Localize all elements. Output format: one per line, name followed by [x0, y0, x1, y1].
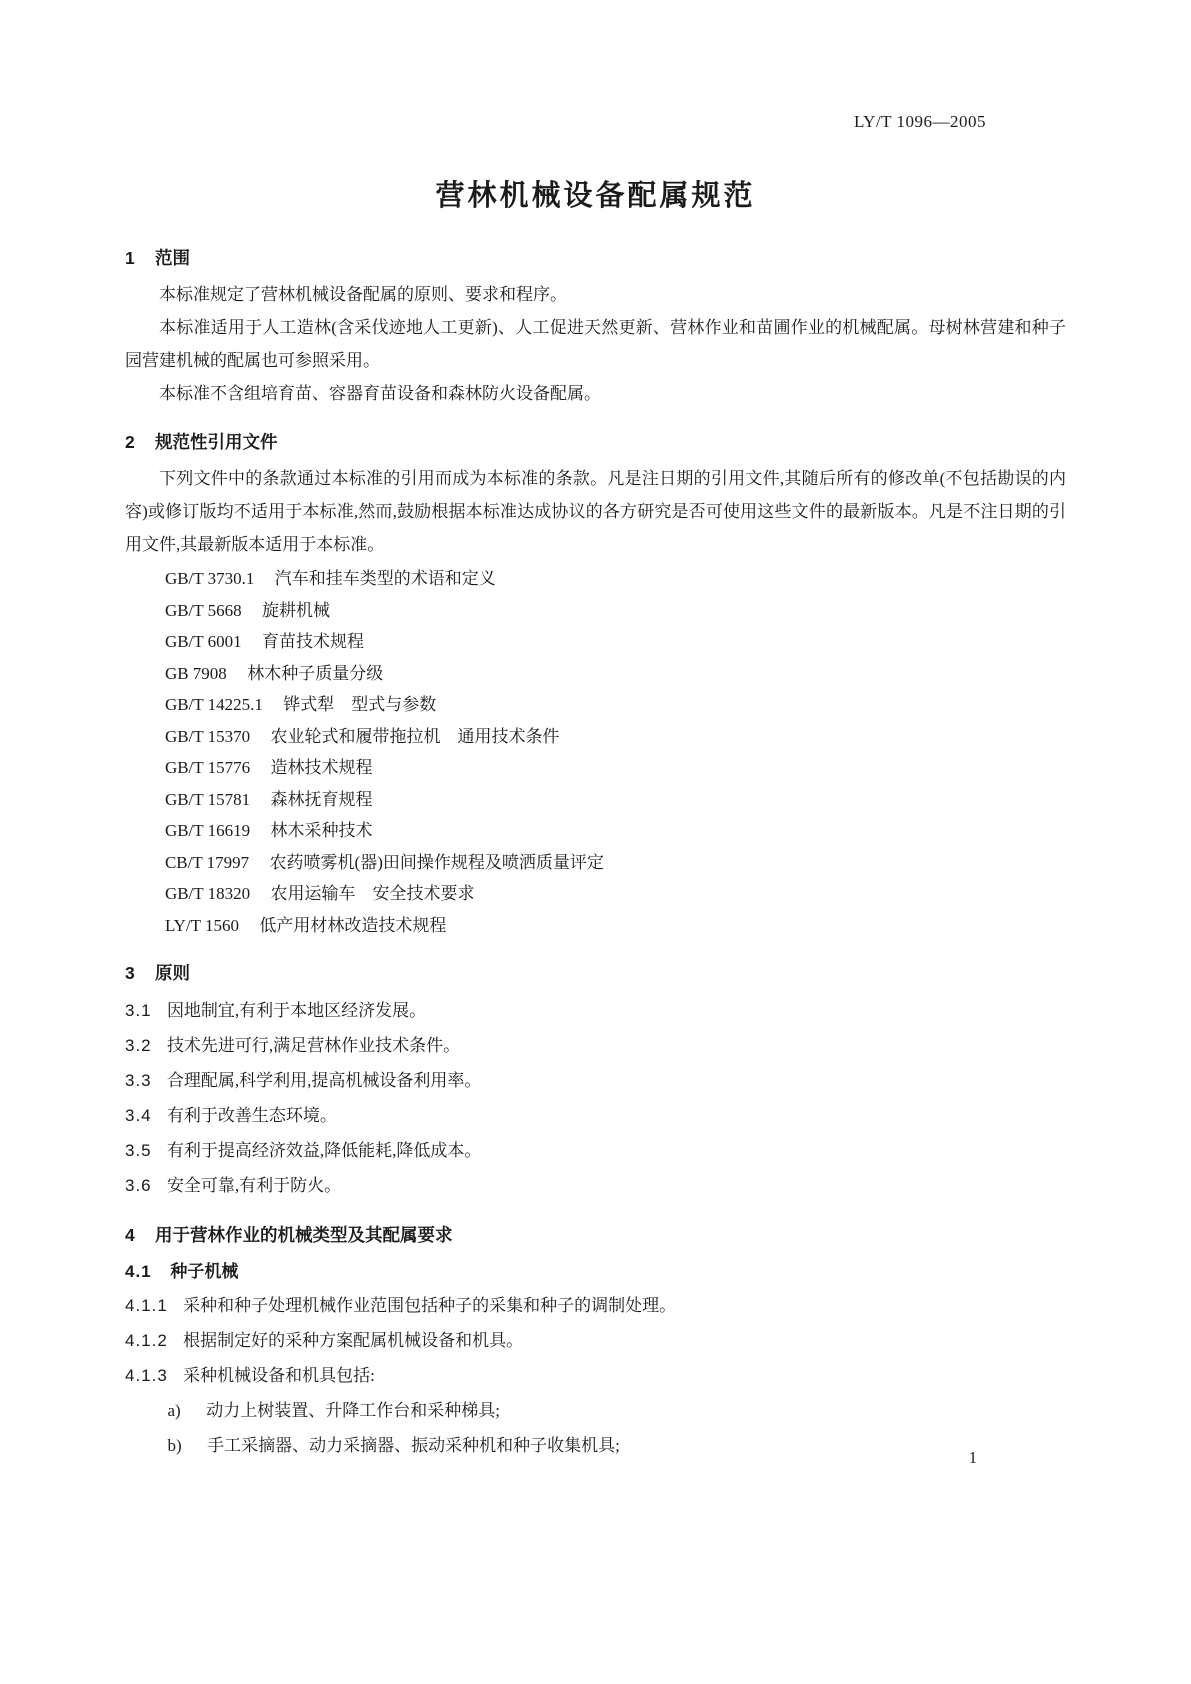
page-number: 1 — [968, 1448, 977, 1467]
standard-code: LY/T 1096—2005 — [853, 112, 986, 131]
clause-number: 3.2 — [125, 1036, 152, 1055]
reference-title: 林木种子质量分级 — [247, 663, 384, 683]
reference-item — [125, 847, 1066, 879]
clause-number: 3.6 — [125, 1176, 152, 1195]
reference-title: 铧式犁 型式与参数 — [283, 695, 437, 714]
section-1-paragraph-1: 本标准规定了营林机械设备配属的原则、要求和程序。 — [159, 285, 567, 304]
section-3-title: 原则 — [154, 963, 190, 983]
reference-item — [125, 815, 1066, 847]
reference-title: 育苗技术规程 — [262, 632, 364, 651]
clause — [125, 1063, 1066, 1098]
clause-number: 4.1.3 — [125, 1366, 168, 1385]
section-4-number: 4 — [125, 1225, 136, 1245]
reference-title: 农用运输车 安全技术要求 — [270, 884, 475, 903]
reference-code: GB/T 14225.1 — [164, 695, 263, 714]
clause-text: 有利于提高经济效益,降低能耗,降低成本。 — [166, 1141, 482, 1160]
clause-text: 采种和种子处理机械作业范围包括种子的采集和种子的调制处理。 — [183, 1296, 677, 1315]
reference-item — [125, 910, 1066, 942]
reference-code: LY/T 1560 — [164, 915, 239, 935]
clause-number: 4.1.2 — [125, 1331, 168, 1350]
reference-code: GB/T 15370 — [164, 726, 251, 746]
reference-title: 汽车和挂车类型的术语和定义 — [274, 569, 496, 588]
reference-item — [125, 595, 1066, 627]
section-3-number: 3 — [125, 963, 136, 983]
section-4-1-heading — [125, 1260, 1066, 1283]
section-4-1-title: 种子机械 — [170, 1262, 239, 1281]
section-1-paragraph-3: 本标准不含组培育苗、容器育苗设备和森林防火设备配属。 — [159, 384, 601, 403]
section-2-number: 2 — [125, 432, 136, 452]
section-4-1-number: 4.1 — [125, 1262, 152, 1281]
reference-title: 造林技术规程 — [270, 758, 373, 777]
clause — [125, 1098, 1066, 1133]
clause-text: 技术先进可行,满足营林作业技术条件。 — [166, 1036, 461, 1055]
section-1-paragraph-2: 本标准适用于人工造林(含采伐迹地人工更新)、人工促进天然更新、营林作业和苗圃作业的机械配属。母树林营建和种子园营建机械的配属也可参照采用。 — [125, 318, 1066, 370]
reference-code: GB/T 18320 — [164, 884, 251, 903]
section-4-1-clauses — [125, 1288, 1066, 1393]
reference-item — [125, 784, 1066, 816]
list-item-marker: a) — [167, 1401, 181, 1420]
reference-item — [125, 689, 1066, 721]
reference-code: GB/T 15776 — [164, 758, 251, 777]
section-3-heading — [125, 961, 1066, 986]
reference-code: GB/T 15781 — [164, 789, 251, 809]
section-4-1-letter-list — [125, 1393, 1066, 1463]
clause — [125, 1288, 1066, 1323]
clause-number: 3.5 — [125, 1141, 152, 1160]
reference-item — [125, 626, 1066, 658]
reference-title: 林木采种技术 — [270, 821, 373, 840]
clause-text: 合理配属,科学利用,提高机械设备利用率。 — [166, 1071, 482, 1090]
clause — [125, 1323, 1066, 1358]
reference-item — [125, 752, 1066, 784]
list-item — [125, 1393, 1066, 1428]
reference-item — [125, 721, 1066, 753]
clause-number: 3.3 — [125, 1071, 152, 1090]
document-header — [125, 0, 1066, 132]
reference-code: CB/T 17997 — [164, 852, 250, 872]
list-item — [125, 1428, 1066, 1463]
reference-code: GB/T 16619 — [164, 821, 251, 840]
reference-code: GB/T 3730.1 — [164, 569, 255, 588]
clause-number: 3.4 — [125, 1106, 152, 1125]
clause-number: 3.1 — [125, 1001, 152, 1020]
section-1-title: 范围 — [154, 248, 190, 268]
section-1-heading — [125, 246, 1066, 271]
section-1-number: 1 — [125, 248, 136, 268]
reference-code: GB/T 5668 — [164, 600, 242, 620]
reference-title: 旋耕机械 — [262, 600, 330, 620]
clause-text: 根据制定好的采种方案配属机械设备和机具。 — [183, 1331, 524, 1350]
list-item-text: 动力上树装置、升降工作台和采种梯具; — [206, 1401, 500, 1420]
reference-list — [125, 563, 1066, 941]
clause-text: 安全可靠,有利于防火。 — [166, 1176, 342, 1195]
list-item-text: 手工采摘器、动力采摘器、振动采种机和种子收集机具; — [207, 1436, 620, 1455]
section-2-intro-paragraph: 下列文件中的条款通过本标准的引用而成为本标准的条款。凡是注日期的引用文件,其随后所有的修改单(不包括勘误的内容)或修订版均不适用于本标准,然而,鼓励根据本标准达成协议的各方研究是否可使用这些文件的最新版本。凡是不注日期的引用文件,其最新版本适用于本标准。 — [125, 469, 1066, 554]
clause — [125, 993, 1066, 1028]
reference-code: GB/T 6001 — [164, 632, 242, 651]
reference-title: 农业轮式和履带拖拉机 通用技术条件 — [270, 726, 560, 746]
reference-item — [125, 658, 1066, 690]
clause-number: 4.1.1 — [125, 1296, 168, 1315]
section-4-heading — [125, 1223, 1066, 1248]
reference-item — [125, 878, 1066, 910]
clause-text: 因地制宜,有利于本地区经济发展。 — [166, 1001, 427, 1020]
clause-text: 采种机械设备和机具包括: — [183, 1366, 375, 1385]
section-3-clauses — [125, 993, 1066, 1203]
list-item-marker: b) — [167, 1436, 182, 1455]
document-title: 营林机械设备配属规范 — [435, 180, 756, 212]
clause — [125, 1133, 1066, 1168]
section-2-heading — [125, 430, 1066, 455]
section-4-title: 用于营林作业的机械类型及其配属要求 — [154, 1225, 453, 1245]
clause — [125, 1028, 1066, 1063]
reference-item — [125, 563, 1066, 595]
section-2-title: 规范性引用文件 — [154, 432, 278, 452]
reference-code: GB 7908 — [164, 663, 227, 683]
clause-text: 有利于改善生态环境。 — [166, 1106, 337, 1125]
reference-title: 森林抚育规程 — [270, 789, 373, 809]
clause — [125, 1358, 1066, 1393]
clause — [125, 1168, 1066, 1203]
reference-title: 低产用材林改造技术规程 — [259, 915, 447, 935]
reference-title: 农药喷雾机(器)田间操作规程及喷洒质量评定 — [269, 852, 604, 872]
